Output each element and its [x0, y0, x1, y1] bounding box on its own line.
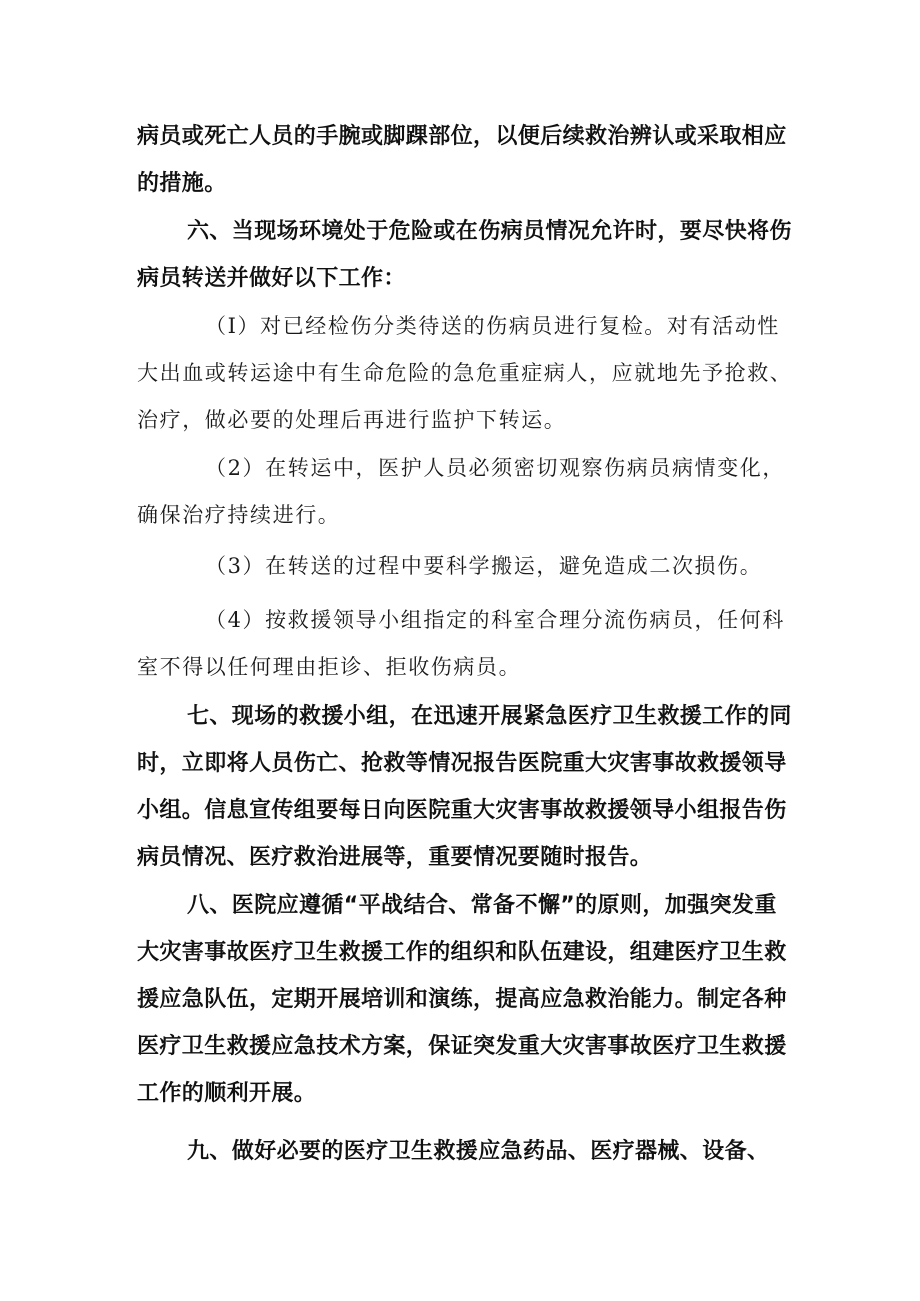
paragraph-item-4: （4）按救援领导小组指定的科室合理分流伤病员，任何科室不得以任何理由拒诊、拒收伤病员。 — [137, 608, 785, 679]
paragraph-section-6: 六、当现场环境处于危险或在伤病员情况允许时，要尽快将伤病员转送并做好以下工作： — [137, 219, 792, 291]
paragraph-continuation: 病员或死亡人员的手腕或脚踝部位，以便后续救治辨认或采取相应的措施。 — [137, 124, 787, 196]
paragraph-item-1: （I）对已经检伤分类待送的伤病员进行复检。对有活动性大出血或转运途中有生命危险的急危重症病人，应就地先予抢救、治疗，做必要的处理后再进行监护下转运。 — [137, 314, 793, 432]
paragraph-section-8: 八、医院应遵循“平战结合、常备不懈”的原则，加强突发重大灾害事故医疗卫生救援工作的组织和队伍建设，组建医疗卫生救援应急队伍，定期开展培训和演练，提高应急救治能力。制定各种医疗卫生救援应急技术方案，保证突发重大灾害事故医疗卫生救援工作的顺利开展。 — [137, 893, 787, 1106]
paragraph-section-7: 七、现场的救援小组，在迅速开展紧急医疗卫生救援工作的同时，立即将人员伤亡、抢救等情况报告医院重大灾害事故救援领导小组。信息宣传组要每日向医院重大灾害事故救援领导小组报告伤病员情况、医疗救治进展等，重要情况要随时报告。 — [137, 704, 792, 870]
paragraph-section-9: 九、做好必要的医疗卫生救援应急药品、医疗器械、设备、 — [187, 1139, 770, 1164]
paragraph-item-3: （3）在转送的过程中要科学搬运，避免造成二次损伤。 — [205, 554, 763, 578]
paragraph-item-2: （2）在转运中，医护人员必须密切观察伤病员病情变化，确保治疗持续进行。 — [137, 456, 785, 527]
